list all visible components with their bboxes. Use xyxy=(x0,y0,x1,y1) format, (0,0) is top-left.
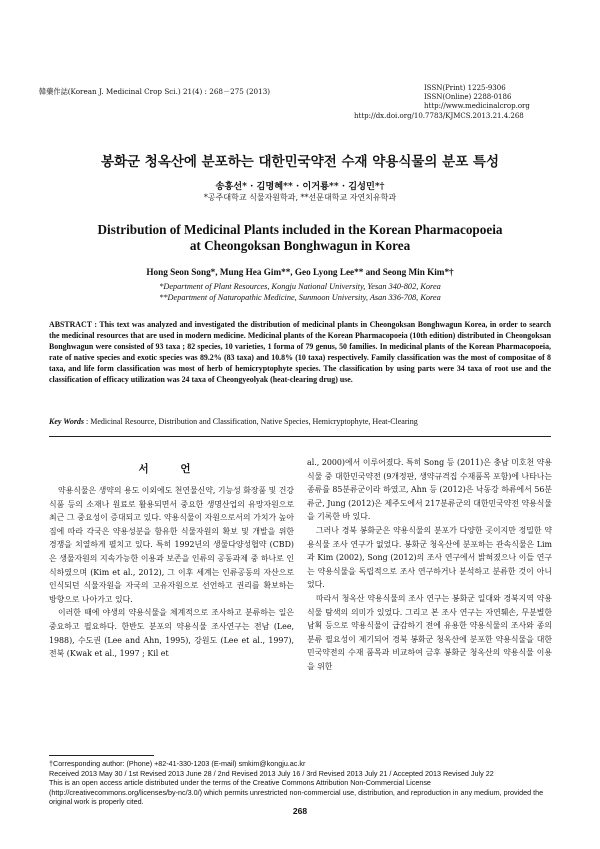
english-title xyxy=(0,222,600,254)
section-title-introduction: 서 언 xyxy=(138,463,205,475)
doi-link[interactable]: http://dx.doi.org/10.7783/KJMCS.2013.21.4.268 xyxy=(354,111,524,120)
paragraph: 약용식물은 생약의 용도 이외에도 천연물신약, 기능성 화장품 및 건강식품 등의 소재나 원료로 활용되면서 중요한 생명산업의 유망자원으로 최근 그 중요성이 증대되고 있다. 약용식물이 자원으로서의 가치가 높아짐에 따라 각국은 약용성분을 함유한 식물자원의 확보 및 개발을 위한 경쟁을 치열하게 펼치고 있다. 특히 1992년의 생물다양성협약 (CBD)은 생물자원의 지속가능한 이용과 보존을 인류의 공동과제 중 하나로 인식하였으며 (Kim et al., 2012), 그 이후 세계는 인류공동의 자산으로 인식되던 식물자원을 자국의 고유자원으로 선언하고 권리를 확보하는 방향으로 나아가고 있다. xyxy=(49,486,295,604)
abstract: ABSTRACT : This text was analyzed and investigated the distribution of medicinal plants in Cheongoksan Bonghwagun Korea, in order to search the medicinal resources that are used in modern medicine. Medicinal plants of the Korean Pharmacopoeia (10th edition) distributed in Cheongoksan Bonghwagun were consisted of 93 taxa ; 82 species, 10 varieties, 1 forma of 79 genus, 50 families. In medicinal plants of the Korean Pharmacopoeia, rate of native species and exotic species was 89.2% (83 taxa) and 10.8% (10 taxa) respectively. Family classification was the most of compositae of 8 taxa, and life form classification was most of herb of hemicryptophyte species. The classification by using parts were 34 taxa of root use and the classification of efficacy utilization was 24 taxa of Cheongyeolyak (heat-clearing drug) use. xyxy=(49,320,551,384)
right-column xyxy=(307,456,552,674)
affiliation-2: **Department of Naturopathic Medicine, Sunmoon University, Asan 336-708, Korea xyxy=(159,293,441,302)
journal-header: 韓藥作誌(Korean J. Medicinal Crop Sci.) 21(4) : 268－275 (2013) xyxy=(39,87,271,96)
issn-block xyxy=(354,84,544,121)
paragraph: al., 2000)에서 이루어졌다. 특히 Song 등 (2011)은 충남 미호천 약용식물 중 대한민국약전 (9개정판, 생약규격집 수재품목 포함)에 나타나는 종류를 85분류군이라 하였고, Ahn 등 (2012)은 낙동강 하류에서 56분류군, Jung (2012)은 제주도에서 217분류군의 대한민국약전 약용식물을 기록한 바 있다. xyxy=(307,458,552,522)
english-affiliations xyxy=(0,281,600,303)
issn-print: ISSN(Print) 1225-9306 xyxy=(424,84,506,92)
page-number: 268 xyxy=(292,806,308,816)
footnote xyxy=(49,759,554,807)
korean-affiliation: *공주대학교 식물자원학과, **선문대학교 자연치유학과 xyxy=(203,193,397,202)
keywords xyxy=(49,417,559,426)
divider xyxy=(49,436,551,437)
keywords-list: : Medicinal Resource, Distribution and Classification, Native Species, Hemicryptophyte, Heat-Clearing xyxy=(84,417,418,426)
english-title-line2: at Cheongoksan Bonghwagun in Korea xyxy=(189,238,411,253)
journal-url[interactable]: http://www.medicinalcrop.org xyxy=(424,102,530,111)
english-title-line1: Distribution of Medicinal Plants included in the Korean Pharmacopoeia xyxy=(97,222,503,237)
paragraph: 그러나 경북 봉화군은 약용식물의 분포가 다양한 곳이지만 정밀한 약용식물 조사 연구가 없었다. 봉화군 청옥산에 분포하는 관속식물은 Lim과 Kim (2002), Song (2012)의 조사 연구에서 밝혀졌으나 이들 연구는 약용식물을 독립적으로 조사 연구하거나 분석하고 분류한 것이 아니었다. xyxy=(307,525,552,590)
footnote-divider xyxy=(49,755,154,756)
english-authors: Hong Seon Song*, Mung Hea Gim**, Geo Lyong Lee** and Seong Min Kim*† xyxy=(146,267,454,277)
received-dates: Received 2013 May 30 / 1st Revised 2013 June 28 / 2nd Revised 2013 July 16 / 3rd Revised 2013 July 21 / Accepted 2013 Revised July 22 xyxy=(49,768,494,778)
paragraph: 따라서 청옥산 약용식물의 조사 연구는 봉화군 일대와 경북지역 약용식물 탐색의 의미가 있었다. 그리고 본 조사 연구는 자연훼손, 무분별한 남획 등으로 약용식물이 급감하기 전에 유용한 약용식물의 조사와 종의 분류 필요성이 제기되어 경북 봉화군 청옥산에 분포한 약용식물을 대한민국약전의 수재 품목과 비교하여 금후 봉화군 청옥산의 약용식물 이용을 위한 xyxy=(307,593,552,671)
keywords-label: Key Words xyxy=(49,417,85,426)
korean-authors: 송홍선* · 김명혜** · 이거룡** · 김성민*† xyxy=(215,181,385,192)
license-text: This is an open access article distributed under the terms of the Creative Commons Attribution Non-Commercial License (http://creativecommons.org/licenses/by-nc/3.0/) which permits unrestricted non-commercial use, distribution, and reproduction in any medium, provided the original work is properly cited. xyxy=(49,778,544,807)
paragraph: 이러한 때에 야생의 약용식물을 체계적으로 조사하고 분류하는 일은 중요하고 필요하다. 한반도 분포의 약용식물 조사연구는 전남 (Lee, 1988), 수도권 (Lee and Ahn, 1995), 강원도 (Lee et al., 1997), 전북 (Kwak et al., 1997 ; Kil et xyxy=(49,608,294,659)
affiliation-1: *Department of Plant Resources, Kongju National University, Yesan 340-802, Korea xyxy=(159,282,441,291)
issn-online: ISSN(Online) 2288-0186 xyxy=(424,93,512,102)
corresponding-author: †Corresponding author: (Phone) +82-41-330-1203 (E-mail) smkim@kongju.ac.kr xyxy=(49,759,306,768)
korean-title: 봉화군 청옥산에 분포하는 대한민국약전 수재 약용식물의 분포 특성 xyxy=(100,154,500,170)
left-column xyxy=(49,484,294,661)
